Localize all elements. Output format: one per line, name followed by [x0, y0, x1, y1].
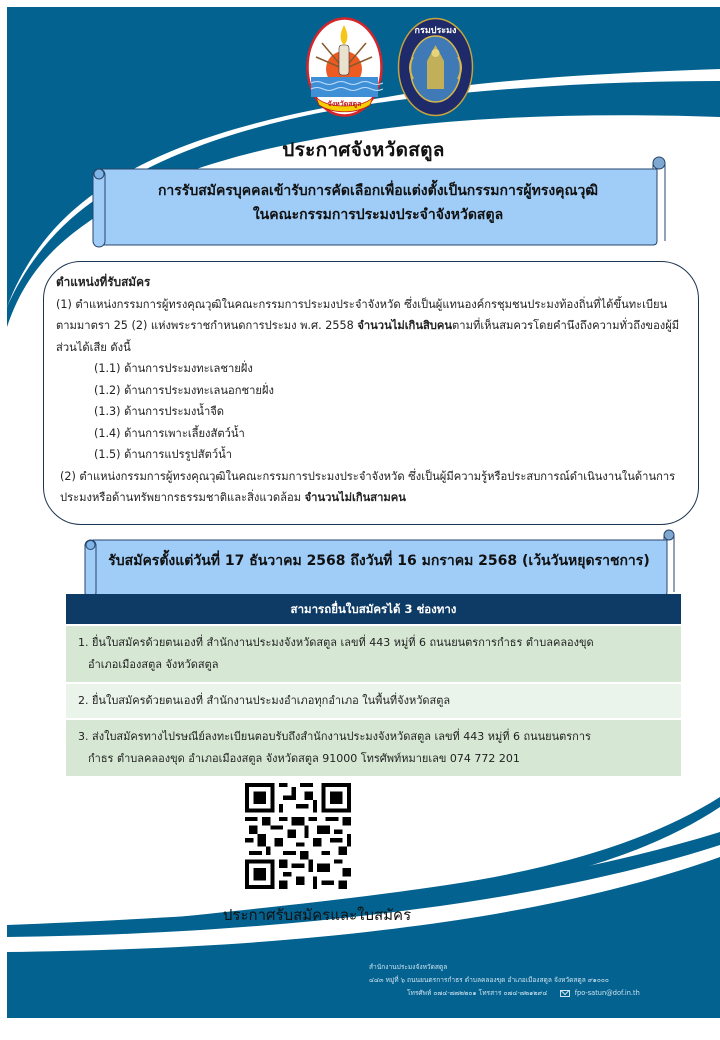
channel-2-line-1: 2. ยื่นใบสมัครด้วยตนเองที่ สำนักงานประมงอำเภอทุกอำเภอ ในพื้นที่จังหวัดสตูล — [78, 694, 451, 707]
channel-1-line-2: อำเภอเมืองสตูล จังหวัดสตูล — [88, 658, 219, 671]
logo-banner-text: จังหวัดสตูล — [327, 100, 362, 108]
position-item-1-quota: จำนวนไม่เกินสิบคน — [357, 319, 453, 332]
sub-item-1-5: (1.5) ด้านการแปรรูปสัตว์น้ำ — [94, 448, 233, 461]
application-period-text: รับสมัครตั้งแต่วันที่ 17 ธันวาคม 2568 ถึงวันที่ 16 มกราคม 2568 (เว้นวันหยุดราชการ) — [108, 553, 650, 569]
subject-line-1: การรับสมัครบุคคลเข้ารับการคัดเลือกเพื่อแต่งตั้งเป็นกรรมการผู้ทรงคุณวุฒิ — [157, 183, 599, 199]
footer-contact-line — [369, 987, 717, 1000]
sub-item-1-4: (1.4) ด้านการเพาะเลี้ยงสัตว์น้ำ — [94, 426, 245, 440]
announcement-page — [7, 7, 720, 1018]
position-item-1-tail: ตามที่เห็นสมควรโดยคำนึงถึงความทั่วถึงของผู้มีส่วนได้เสีย ดังนี้ — [56, 319, 680, 354]
channel-row — [66, 682, 681, 718]
channel-row — [66, 718, 681, 776]
channel-row — [66, 624, 681, 682]
submission-channels-table — [66, 594, 681, 776]
position-item-2-quota: จำนวนไม่เกินสามคน — [304, 491, 406, 504]
sub-item-1-2: (1.2) ด้านการประมงทะเลนอกชายฝั่ง — [94, 383, 274, 397]
department-of-fisheries-logo — [397, 17, 474, 117]
position-item-2 — [56, 466, 682, 509]
channel-3-line-1: 3. ส่งใบสมัครทางไปรษณีย์ลงทะเบียนตอบรับถึงสำนักงานประมงจังหวัดสตูล เลขที่ 443 หมู่ที่ 6 ถนนยนตรการ — [78, 730, 591, 743]
application-period-banner — [81, 528, 677, 600]
channels-header: สามารถยื่นใบสมัครได้ 3 ช่องทาง — [66, 594, 681, 624]
sub-item-1-3: (1.3) ด้านการประมงน้ำจืด — [94, 405, 225, 418]
position-item-1 — [56, 294, 682, 359]
footer-address: ๔๔๓ หมู่ที่ ๖ ถนนยนตรการกำธร ตำบลคลองขุด อำเภอเมืองสตูล จังหวัดสตูล ๙๑๐๐๐ — [369, 976, 609, 984]
page-title: ประกาศจังหวัดสตูล — [282, 139, 445, 161]
position-item-2-text: (2) ตำแหน่งกรรมการผู้ทรงคุณวุฒิในคณะกรรมการประมงประจำจังหวัด ซึ่งเป็นผู้มีความรู้หรือประสบการณ์ดำเนินงานในด้านการประมงหรือด้านทรัพยากรธรรมชาติและสิ่งแวดล้อม — [60, 469, 676, 504]
logo-top-text: กรมประมง — [414, 26, 457, 36]
position-item-1-text: (1) ตำแหน่งกรรมการผู้ทรงคุณวุฒิในคณะกรรมการประมงประจำจังหวัด ซึ่งเป็นผู้แทนองค์กรชุมชนประมงท้องถิ่นที่ได้ขึ้นทะเบียนตามมาตรา 25 (2) แห่งพระราชกำหนดการประมง พ.ศ. 2558 — [56, 297, 668, 332]
footer-phone: โทรศัพท์ ๐๗๔-๗๗๒๒๐๑ โทรสาร ๐๗๔-๗๒๑๒๙๔ — [407, 989, 548, 997]
positions-box — [43, 261, 699, 525]
footer-contact — [369, 961, 717, 1000]
subject-line-2: ในคณะกรรมการประมงประจำจังหวัดสตูล — [252, 207, 504, 223]
satun-province-logo — [306, 17, 383, 117]
channel-3-line-2: กำธร ตำบลคลองขุด อำเภอเมืองสตูล จังหวัดสตูล 91000 โทรศัพท์หมายเลข 074 772 201 — [88, 752, 520, 765]
subject-banner — [87, 153, 669, 249]
positions-heading: ตำแหน่งที่รับสมัคร — [56, 275, 151, 289]
footer-office: สำนักงานประมงจังหวัดสตูล — [369, 963, 448, 971]
sub-item-1-1: (1.1) ด้านการประมงทะเลชายฝั่ง — [94, 362, 253, 375]
footer-email[interactable]: fpo-satun@dof.in.th — [574, 989, 640, 997]
channel-1-line-1: 1. ยื่นใบสมัครด้วยตนเองที่ สำนักงานประมงจังหวัดสตูล เลขที่ 443 หมู่ที่ 6 ถนนยนตรการกำธร ตำบลคลองขุด — [78, 636, 594, 649]
qr-caption: ประกาศรับสมัครและใบสมัคร — [222, 906, 412, 924]
mail-icon — [560, 990, 570, 997]
qr-code[interactable] — [245, 783, 351, 889]
